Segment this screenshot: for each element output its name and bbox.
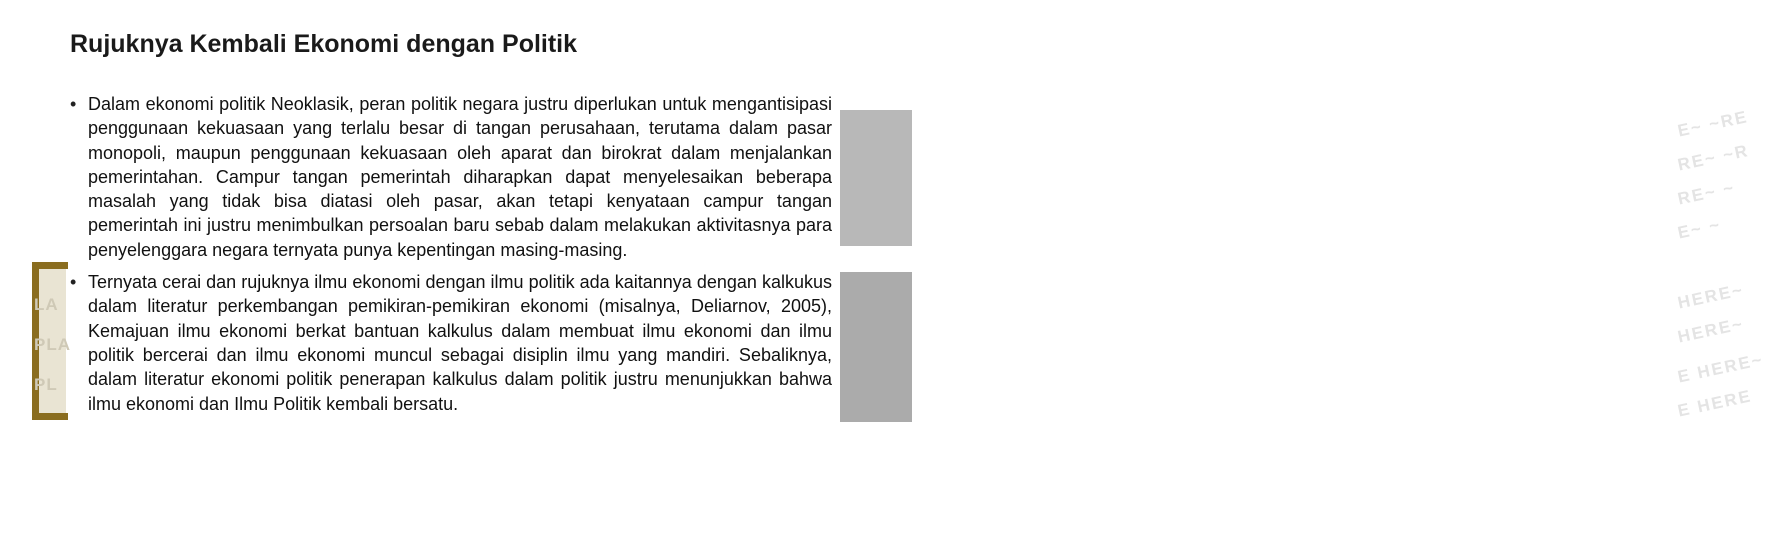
left-decor-letter: PLA <box>34 335 71 354</box>
bullet-icon: • <box>70 94 77 114</box>
bullet-item <box>62 92 832 262</box>
left-decor-letter: LA <box>34 295 59 314</box>
bullet-list <box>62 92 832 416</box>
right-decor-letters: RE~ ~R <box>1676 140 1751 175</box>
right-decor-letters: E~ ~RE <box>1676 107 1750 141</box>
left-decor-letter: PL <box>34 375 58 394</box>
bullet-text: Ternyata cerai dan rujuknya ilmu ekonomi dengan ilmu politik ada kaitannya dengan kalkukus dalam literatur perkembangan pemikiran-pemikiran ekonomi (misalnya, Deliarnov, 2005), Kemajuan ilmu ekonomi berkat bantuan kalkulus dalam membuat ilmu ekonomi dan ilmu politik bercerai dan ilmu ekonomi muncul sebagai disiplin ilmu yang mandiri. Sebaliknya, dalam literatur ekonomi politik penerapan kalkulus dalam politik justru menunjukkan bahwa ilmu ekonomi dan Ilmu Politik kembali bersatu. <box>88 272 832 414</box>
bullet-icon: • <box>70 272 77 293</box>
right-decor-letters: E~ ~ <box>1676 214 1723 243</box>
right-decor-letters: HERE~ <box>1676 280 1746 313</box>
right-decor-letters: E HERE~ <box>1676 349 1766 387</box>
right-decor-letters: E HERE <box>1676 386 1754 421</box>
bullet-text: Dalam ekonomi politik Neoklasik, peran politik negara justru diperlukan untuk mengantisipasi penggunaan kekuasaan yang terlalu besar di tangan perusahaan, terutama dalam pasar monopoli, maupun penggunaan kekuasaan oleh aparat dan birokrat dalam menjalankan pemerintahan. Campur tangan pemerintah diharapkan dapat menyelesaikan beberapa masalah yang tidak bisa diatasi oleh pasar, akan tetapi kenyataan campur tangan pemerintah ini justru menimbulkan persoalan baru sebab dalam melakukan aktivitasnya para penyelenggara negara ternyata punya kepentingan masing-masing. <box>88 94 832 260</box>
right-decor-letters: RE~ ~ <box>1676 177 1737 209</box>
right-decor-panel-bottom <box>840 272 1766 422</box>
right-decor-panel-top <box>840 107 1751 246</box>
right-decor-letters: HERE~ <box>1676 314 1746 347</box>
bullet-item <box>62 270 832 416</box>
slide-title: Rujuknya Kembali Ekonomi dengan Politik <box>70 30 578 58</box>
